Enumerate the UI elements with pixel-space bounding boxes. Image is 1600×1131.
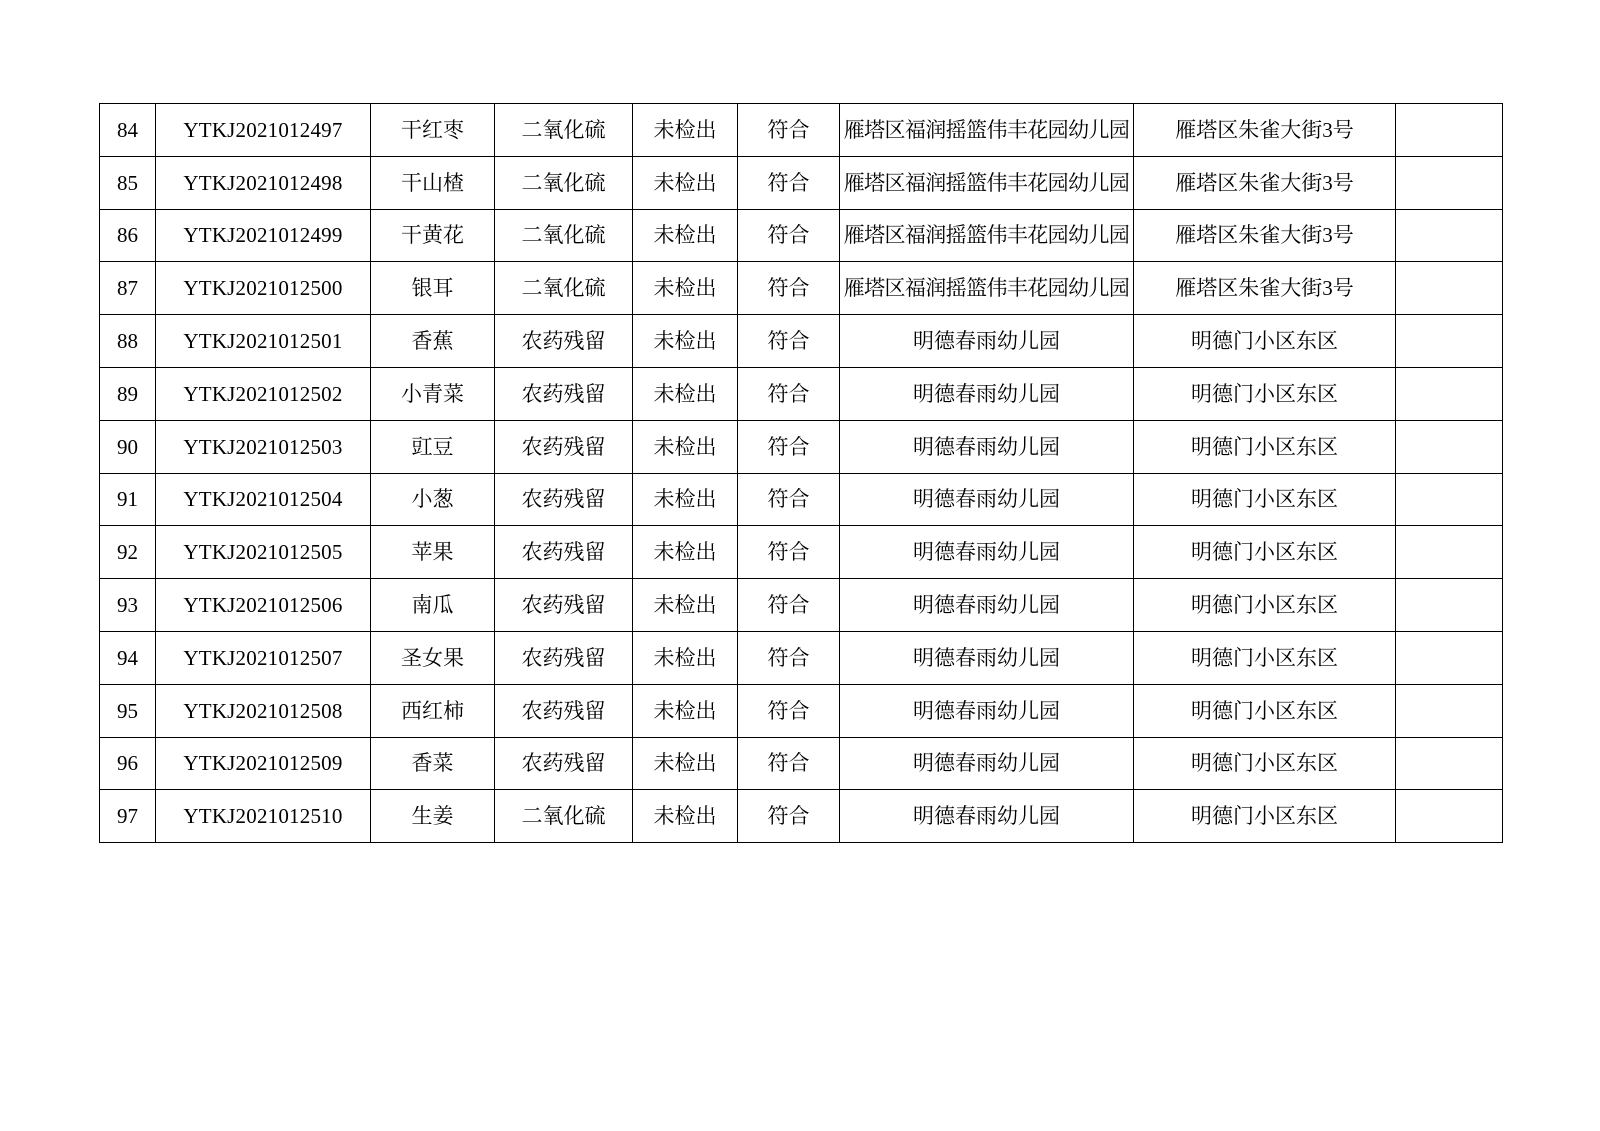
cell-address: 雁塔区朱雀大街3号 (1134, 262, 1396, 315)
cell-serial-number: 92 (100, 526, 156, 579)
cell-sample-name: 豇豆 (371, 420, 495, 473)
cell-serial-number: 97 (100, 790, 156, 843)
cell-address: 明德门小区东区 (1134, 526, 1396, 579)
cell-address: 明德门小区东区 (1134, 420, 1396, 473)
cell-serial-number: 93 (100, 579, 156, 632)
cell-remark (1396, 420, 1503, 473)
table-row (100, 737, 1503, 790)
cell-serial-number: 84 (100, 104, 156, 157)
cell-inspected-unit: 雁塔区福润摇篮伟丰花园幼儿园 (840, 262, 1134, 315)
cell-conclusion: 符合 (738, 473, 840, 526)
cell-sample-name: 小葱 (371, 473, 495, 526)
cell-sample-code: YTKJ2021012505 (156, 526, 371, 579)
cell-serial-number: 85 (100, 156, 156, 209)
cell-remark (1396, 526, 1503, 579)
cell-address: 明德门小区东区 (1134, 790, 1396, 843)
cell-address: 明德门小区东区 (1134, 367, 1396, 420)
cell-remark (1396, 684, 1503, 737)
cell-sample-name: 圣女果 (371, 631, 495, 684)
cell-conclusion: 符合 (738, 526, 840, 579)
cell-address: 雁塔区朱雀大街3号 (1134, 104, 1396, 157)
cell-serial-number: 86 (100, 209, 156, 262)
cell-conclusion: 符合 (738, 579, 840, 632)
inspection-results-table (99, 103, 1503, 843)
cell-sample-code: YTKJ2021012497 (156, 104, 371, 157)
cell-test-item: 农药残留 (495, 684, 633, 737)
cell-test-result: 未检出 (633, 420, 738, 473)
cell-test-item: 二氧化硫 (495, 262, 633, 315)
cell-sample-name: 生姜 (371, 790, 495, 843)
cell-serial-number: 95 (100, 684, 156, 737)
cell-test-item: 二氧化硫 (495, 790, 633, 843)
table-row (100, 367, 1503, 420)
cell-sample-name: 干红枣 (371, 104, 495, 157)
cell-sample-name: 香菜 (371, 737, 495, 790)
cell-test-result: 未检出 (633, 156, 738, 209)
cell-sample-code: YTKJ2021012499 (156, 209, 371, 262)
cell-sample-code: YTKJ2021012501 (156, 315, 371, 368)
cell-inspected-unit: 明德春雨幼儿园 (840, 367, 1134, 420)
cell-serial-number: 94 (100, 631, 156, 684)
cell-test-item: 农药残留 (495, 315, 633, 368)
cell-test-item: 二氧化硫 (495, 209, 633, 262)
cell-sample-name: 银耳 (371, 262, 495, 315)
table-row (100, 209, 1503, 262)
cell-conclusion: 符合 (738, 737, 840, 790)
cell-serial-number: 88 (100, 315, 156, 368)
cell-sample-code: YTKJ2021012503 (156, 420, 371, 473)
cell-inspected-unit: 明德春雨幼儿园 (840, 790, 1134, 843)
cell-conclusion: 符合 (738, 209, 840, 262)
cell-sample-code: YTKJ2021012500 (156, 262, 371, 315)
cell-remark (1396, 209, 1503, 262)
cell-test-result: 未检出 (633, 367, 738, 420)
cell-conclusion: 符合 (738, 156, 840, 209)
cell-inspected-unit: 明德春雨幼儿园 (840, 631, 1134, 684)
table-row (100, 156, 1503, 209)
cell-test-item: 二氧化硫 (495, 156, 633, 209)
cell-address: 明德门小区东区 (1134, 631, 1396, 684)
cell-sample-code: YTKJ2021012507 (156, 631, 371, 684)
cell-conclusion: 符合 (738, 631, 840, 684)
table-row (100, 315, 1503, 368)
cell-test-result: 未检出 (633, 262, 738, 315)
table-row (100, 579, 1503, 632)
cell-conclusion: 符合 (738, 790, 840, 843)
cell-inspected-unit: 明德春雨幼儿园 (840, 684, 1134, 737)
cell-test-result: 未检出 (633, 104, 738, 157)
cell-remark (1396, 790, 1503, 843)
cell-serial-number: 89 (100, 367, 156, 420)
cell-inspected-unit: 明德春雨幼儿园 (840, 737, 1134, 790)
cell-test-item: 农药残留 (495, 737, 633, 790)
cell-sample-code: YTKJ2021012504 (156, 473, 371, 526)
inspection-table-container (99, 103, 1502, 843)
cell-address: 雁塔区朱雀大街3号 (1134, 156, 1396, 209)
cell-address: 明德门小区东区 (1134, 579, 1396, 632)
cell-test-item: 二氧化硫 (495, 104, 633, 157)
cell-test-item: 农药残留 (495, 420, 633, 473)
cell-test-result: 未检出 (633, 737, 738, 790)
cell-sample-name: 干黄花 (371, 209, 495, 262)
cell-test-item: 农药残留 (495, 367, 633, 420)
cell-conclusion: 符合 (738, 315, 840, 368)
cell-remark (1396, 315, 1503, 368)
table-row (100, 790, 1503, 843)
cell-test-result: 未检出 (633, 473, 738, 526)
cell-address: 雁塔区朱雀大街3号 (1134, 209, 1396, 262)
cell-inspected-unit: 雁塔区福润摇篮伟丰花园幼儿园 (840, 104, 1134, 157)
cell-address: 明德门小区东区 (1134, 684, 1396, 737)
cell-conclusion: 符合 (738, 104, 840, 157)
cell-inspected-unit: 明德春雨幼儿园 (840, 579, 1134, 632)
cell-sample-code: YTKJ2021012498 (156, 156, 371, 209)
cell-inspected-unit: 明德春雨幼儿园 (840, 473, 1134, 526)
cell-conclusion: 符合 (738, 367, 840, 420)
cell-sample-code: YTKJ2021012510 (156, 790, 371, 843)
cell-test-result: 未检出 (633, 209, 738, 262)
cell-remark (1396, 104, 1503, 157)
cell-conclusion: 符合 (738, 262, 840, 315)
cell-address: 明德门小区东区 (1134, 473, 1396, 526)
table-row (100, 420, 1503, 473)
cell-test-result: 未检出 (633, 315, 738, 368)
cell-sample-name: 小青菜 (371, 367, 495, 420)
cell-test-item: 农药残留 (495, 526, 633, 579)
table-body (100, 104, 1503, 843)
cell-serial-number: 90 (100, 420, 156, 473)
table-row (100, 631, 1503, 684)
cell-test-result: 未检出 (633, 684, 738, 737)
table-row (100, 104, 1503, 157)
cell-address: 明德门小区东区 (1134, 315, 1396, 368)
cell-test-item: 农药残留 (495, 579, 633, 632)
cell-sample-name: 苹果 (371, 526, 495, 579)
cell-test-result: 未检出 (633, 631, 738, 684)
cell-address: 明德门小区东区 (1134, 737, 1396, 790)
cell-inspected-unit: 明德春雨幼儿园 (840, 315, 1134, 368)
cell-inspected-unit: 明德春雨幼儿园 (840, 526, 1134, 579)
cell-remark (1396, 473, 1503, 526)
cell-remark (1396, 579, 1503, 632)
cell-serial-number: 91 (100, 473, 156, 526)
cell-sample-name: 南瓜 (371, 579, 495, 632)
cell-serial-number: 87 (100, 262, 156, 315)
cell-sample-code: YTKJ2021012502 (156, 367, 371, 420)
cell-conclusion: 符合 (738, 420, 840, 473)
cell-inspected-unit: 雁塔区福润摇篮伟丰花园幼儿园 (840, 156, 1134, 209)
table-row (100, 262, 1503, 315)
cell-conclusion: 符合 (738, 684, 840, 737)
table-row (100, 526, 1503, 579)
cell-sample-code: YTKJ2021012506 (156, 579, 371, 632)
cell-sample-name: 西红柿 (371, 684, 495, 737)
cell-remark (1396, 737, 1503, 790)
cell-test-item: 农药残留 (495, 631, 633, 684)
cell-sample-code: YTKJ2021012508 (156, 684, 371, 737)
table-row (100, 684, 1503, 737)
cell-remark (1396, 631, 1503, 684)
cell-sample-code: YTKJ2021012509 (156, 737, 371, 790)
cell-remark (1396, 156, 1503, 209)
cell-sample-name: 香蕉 (371, 315, 495, 368)
cell-test-result: 未检出 (633, 579, 738, 632)
cell-test-result: 未检出 (633, 790, 738, 843)
cell-remark (1396, 367, 1503, 420)
table-row (100, 473, 1503, 526)
cell-remark (1396, 262, 1503, 315)
cell-serial-number: 96 (100, 737, 156, 790)
cell-sample-name: 干山楂 (371, 156, 495, 209)
cell-inspected-unit: 明德春雨幼儿园 (840, 420, 1134, 473)
cell-test-result: 未检出 (633, 526, 738, 579)
cell-test-item: 农药残留 (495, 473, 633, 526)
cell-inspected-unit: 雁塔区福润摇篮伟丰花园幼儿园 (840, 209, 1134, 262)
